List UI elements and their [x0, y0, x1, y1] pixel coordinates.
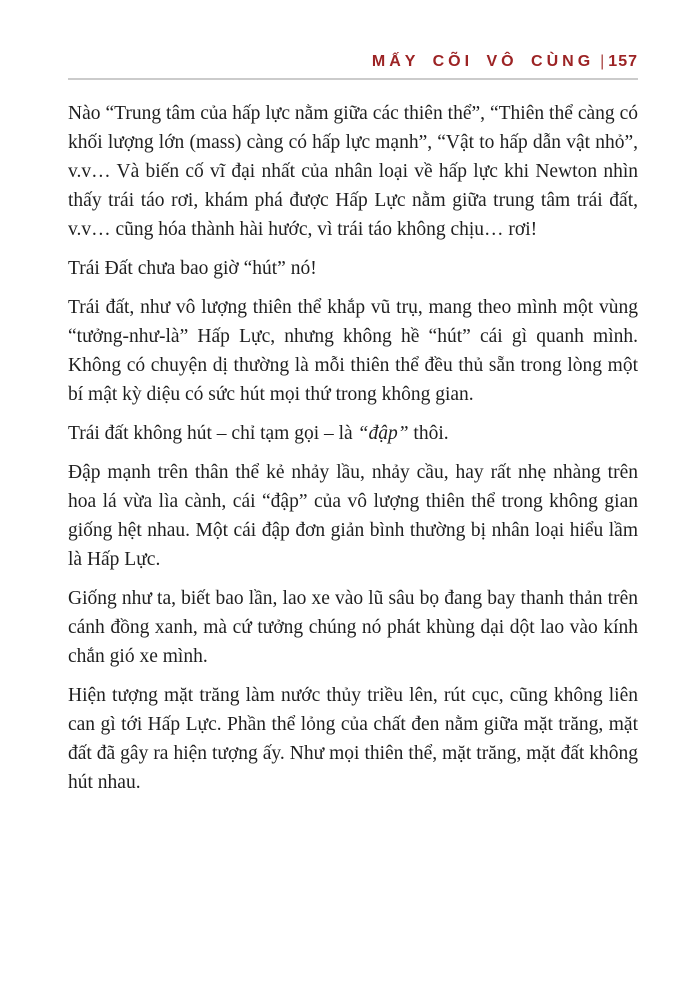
- paragraph-1: Nào “Trung tâm của hấp lực nằm giữa các thiên thể”, “Thiên thể càng có khối lượng lớn (mass) càng có hấp lực mạnh”, “Vật to hấp dẫn vật nhỏ”, v.v… Và biến cố vĩ đại nhất của nhân loại về hấp lực khi Newton nhìn thấy trái táo rơi, khám phá được Hấp Lực nằm giữa trung tâm trái đất, v.v… cũng hóa thành hài hước, vì trái táo không chịu… rơi!: [68, 103, 638, 240]
- header-rule: [68, 78, 638, 80]
- running-header: [68, 52, 638, 72]
- paragraph-4-after: thôi.: [408, 423, 449, 444]
- paragraph-6: Giống như ta, biết bao lần, lao xe vào lũ sâu bọ đang bay thanh thản trên cánh đồng xanh, mà cứ tưởng chúng nó phát khùng dại dột lao vào kính chắn gió xe mình.: [68, 588, 638, 667]
- header-separator: |: [600, 53, 605, 70]
- body-text: [68, 99, 638, 797]
- paragraph-4-italic-word: “đập”: [357, 423, 409, 444]
- running-header-title: MẤY CÕI VÔ CÙNG: [371, 53, 595, 70]
- paragraph-5: Đập mạnh trên thân thể kẻ nhảy lầu, nhảy cầu, hay rất nhẹ nhàng trên hoa lá vừa lìa cành, cái “đập” của vô lượng thiên thể trong không gian giống hệt nhau. Một cái đập đơn giản bình thường bị nhân loại hiểu lầm là Hấp Lực.: [68, 462, 638, 570]
- paragraph-2: Trái Đất chưa bao giờ “hút” nó!: [68, 258, 317, 279]
- page-number: 157: [608, 53, 638, 70]
- paragraph-3: Trái đất, như vô lượng thiên thể khắp vũ trụ, mang theo mình một vùng “tưởng-như-là” Hấp Lực, nhưng không hề “hút” cái gì quanh mình. Không có chuyện dị thường là mỗi thiên thể đều thủ sẵn trong lòng một bí mật kỳ diệu có sức hút mọi thứ trong không gian.: [68, 297, 638, 405]
- paragraph-7: Hiện tượng mặt trăng làm nước thủy triều lên, rút cục, cũng không liên can gì tới Hấp Lực. Phần thể lỏng của chất đen nằm giữa mặt trăng, mặt đất đã gây ra hiện tượng ấy. Như mọi thiên thể, mặt trăng, mặt đất không hút nhau.: [68, 685, 638, 793]
- paragraph-4: [68, 419, 638, 448]
- paragraph-4-before: Trái đất không hút – chỉ tạm gọi – là: [68, 423, 358, 444]
